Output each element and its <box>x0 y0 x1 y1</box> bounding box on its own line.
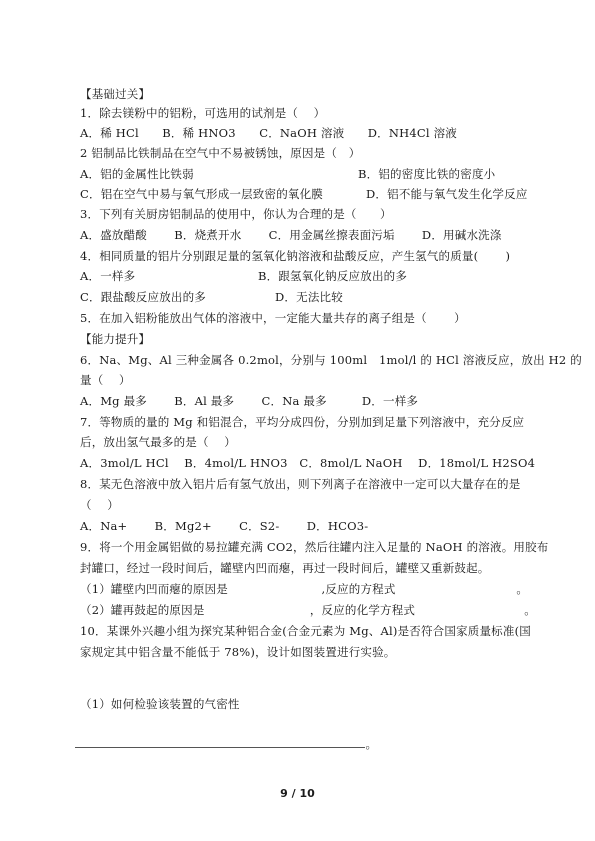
question-3-options: A．盛放醋酸 B．烧煮开水 C．用金属丝擦表面污垢 D．用碱水洗涤 <box>80 228 502 242</box>
question-10-line-2: 家规定其中铝含量不能低于 78%)，设计如图装置进行实验。 <box>80 645 396 659</box>
question-8-options: A．Na+ B．Mg2+ C．S2- D．HCO3- <box>80 519 369 533</box>
question-2: 2 铝制品比铁制品在空气中不易被锈蚀，原因是（ ） <box>80 146 361 160</box>
question-7-line-2: 后，放出氢气最多的是（ ） <box>80 435 236 449</box>
question-2-option-b: B．铝的密度比铁的密度小 <box>358 167 496 181</box>
question-5: 5．在加入铝粉能放出气体的溶液中，一定能大量共存的离子组是（ ） <box>80 311 466 325</box>
question-7-options: A．3mol/L HCl B．4mol/L HNO3 C．8mol/L NaOH D．18mol/L H2SO4 <box>80 456 536 470</box>
question-7-line-1: 7．等物质的量的 Mg 和铝混合，平均分成四份，分别加到足量下列溶液中，充分反应 <box>80 415 525 429</box>
question-2-option-c: C．铝在空气中易与氧气形成一层致密的氧化膜 <box>80 187 323 201</box>
page-number: 9 / 10 <box>280 787 315 800</box>
question-4-option-b: B．跟氢氧化钠反应放出的多 <box>258 269 408 283</box>
question-6-line-2: 量（ ） <box>80 373 131 387</box>
answer-line <box>58 720 377 768</box>
question-9-line-2: 封罐口，经过一段时间后，罐壁内凹而瘪，再过一段时间后，罐壁又重新鼓起。 <box>80 561 490 575</box>
question-1: 1．除去镁粉中的铝粉，可选用的试剂是（ ） <box>80 106 326 120</box>
question-6-options: A．Mg 最多 B．Al 最多 C．Na 最多 D．一样多 <box>80 394 419 408</box>
question-9-line-1: 9．将一个用金属铝做的易拉罐充满 CO2，然后往罐内注入足量的 NaOH 的溶液。用胶布 <box>80 540 549 554</box>
question-4: 4．相同质量的铝片分别跟足量的氢氧化钠溶液和盐酸反应，产生氢气的质量( ) <box>80 249 511 263</box>
question-9-sub-2: （2）罐再鼓起的原因是 ，反应的化学方程式 。 <box>80 603 536 617</box>
question-1-options: A．稀 HCl B．稀 HNO3 C．NaOH 溶液 D．NH4Cl 溶液 <box>80 126 457 140</box>
question-10-line-1: 10．某课外兴趣小组为探究某种铝合金(合金元素为 Mg、Al)是否符合国家质量标准(国 <box>80 624 531 638</box>
question-9-sub-1: （1）罐壁内凹而瘪的原因是 ,反应的方程式 。 <box>80 582 529 596</box>
question-3: 3．下列有关厨房铝制品的使用中，你认为合理的是（ ） <box>80 207 392 221</box>
question-10-sub-1: （1）如何检验该装置的气密性 <box>80 697 240 711</box>
answer-line-end: 。 <box>365 737 378 751</box>
question-8-line-2: （ ） <box>80 498 119 512</box>
question-6-line-1: 6．Na、Mg、Al 三种金属各 0.2mol，分别与 100ml 1mol/l 的 HCl 溶液反应，放出 H2 的 <box>80 353 582 367</box>
section-heading-basic: 【基础过关】 <box>80 87 151 101</box>
question-2-option-d: D．铝不能与氧气发生化学反应 <box>366 187 528 201</box>
question-4-option-c: C．跟盐酸反应放出的多 <box>80 290 206 304</box>
section-heading-advanced: 【能力提升】 <box>80 332 151 346</box>
question-8-line-1: 8．某无色溶液中放入铝片后有氢气放出，则下列离子在溶液中一定可以大量存在的是 <box>80 477 521 491</box>
question-4-option-d: D．无法比较 <box>275 290 343 304</box>
question-4-option-a: A．一样多 <box>80 269 136 283</box>
question-2-option-a: A．铝的金属性比铁弱 <box>80 167 194 181</box>
answer-blank[interactable] <box>75 736 365 748</box>
